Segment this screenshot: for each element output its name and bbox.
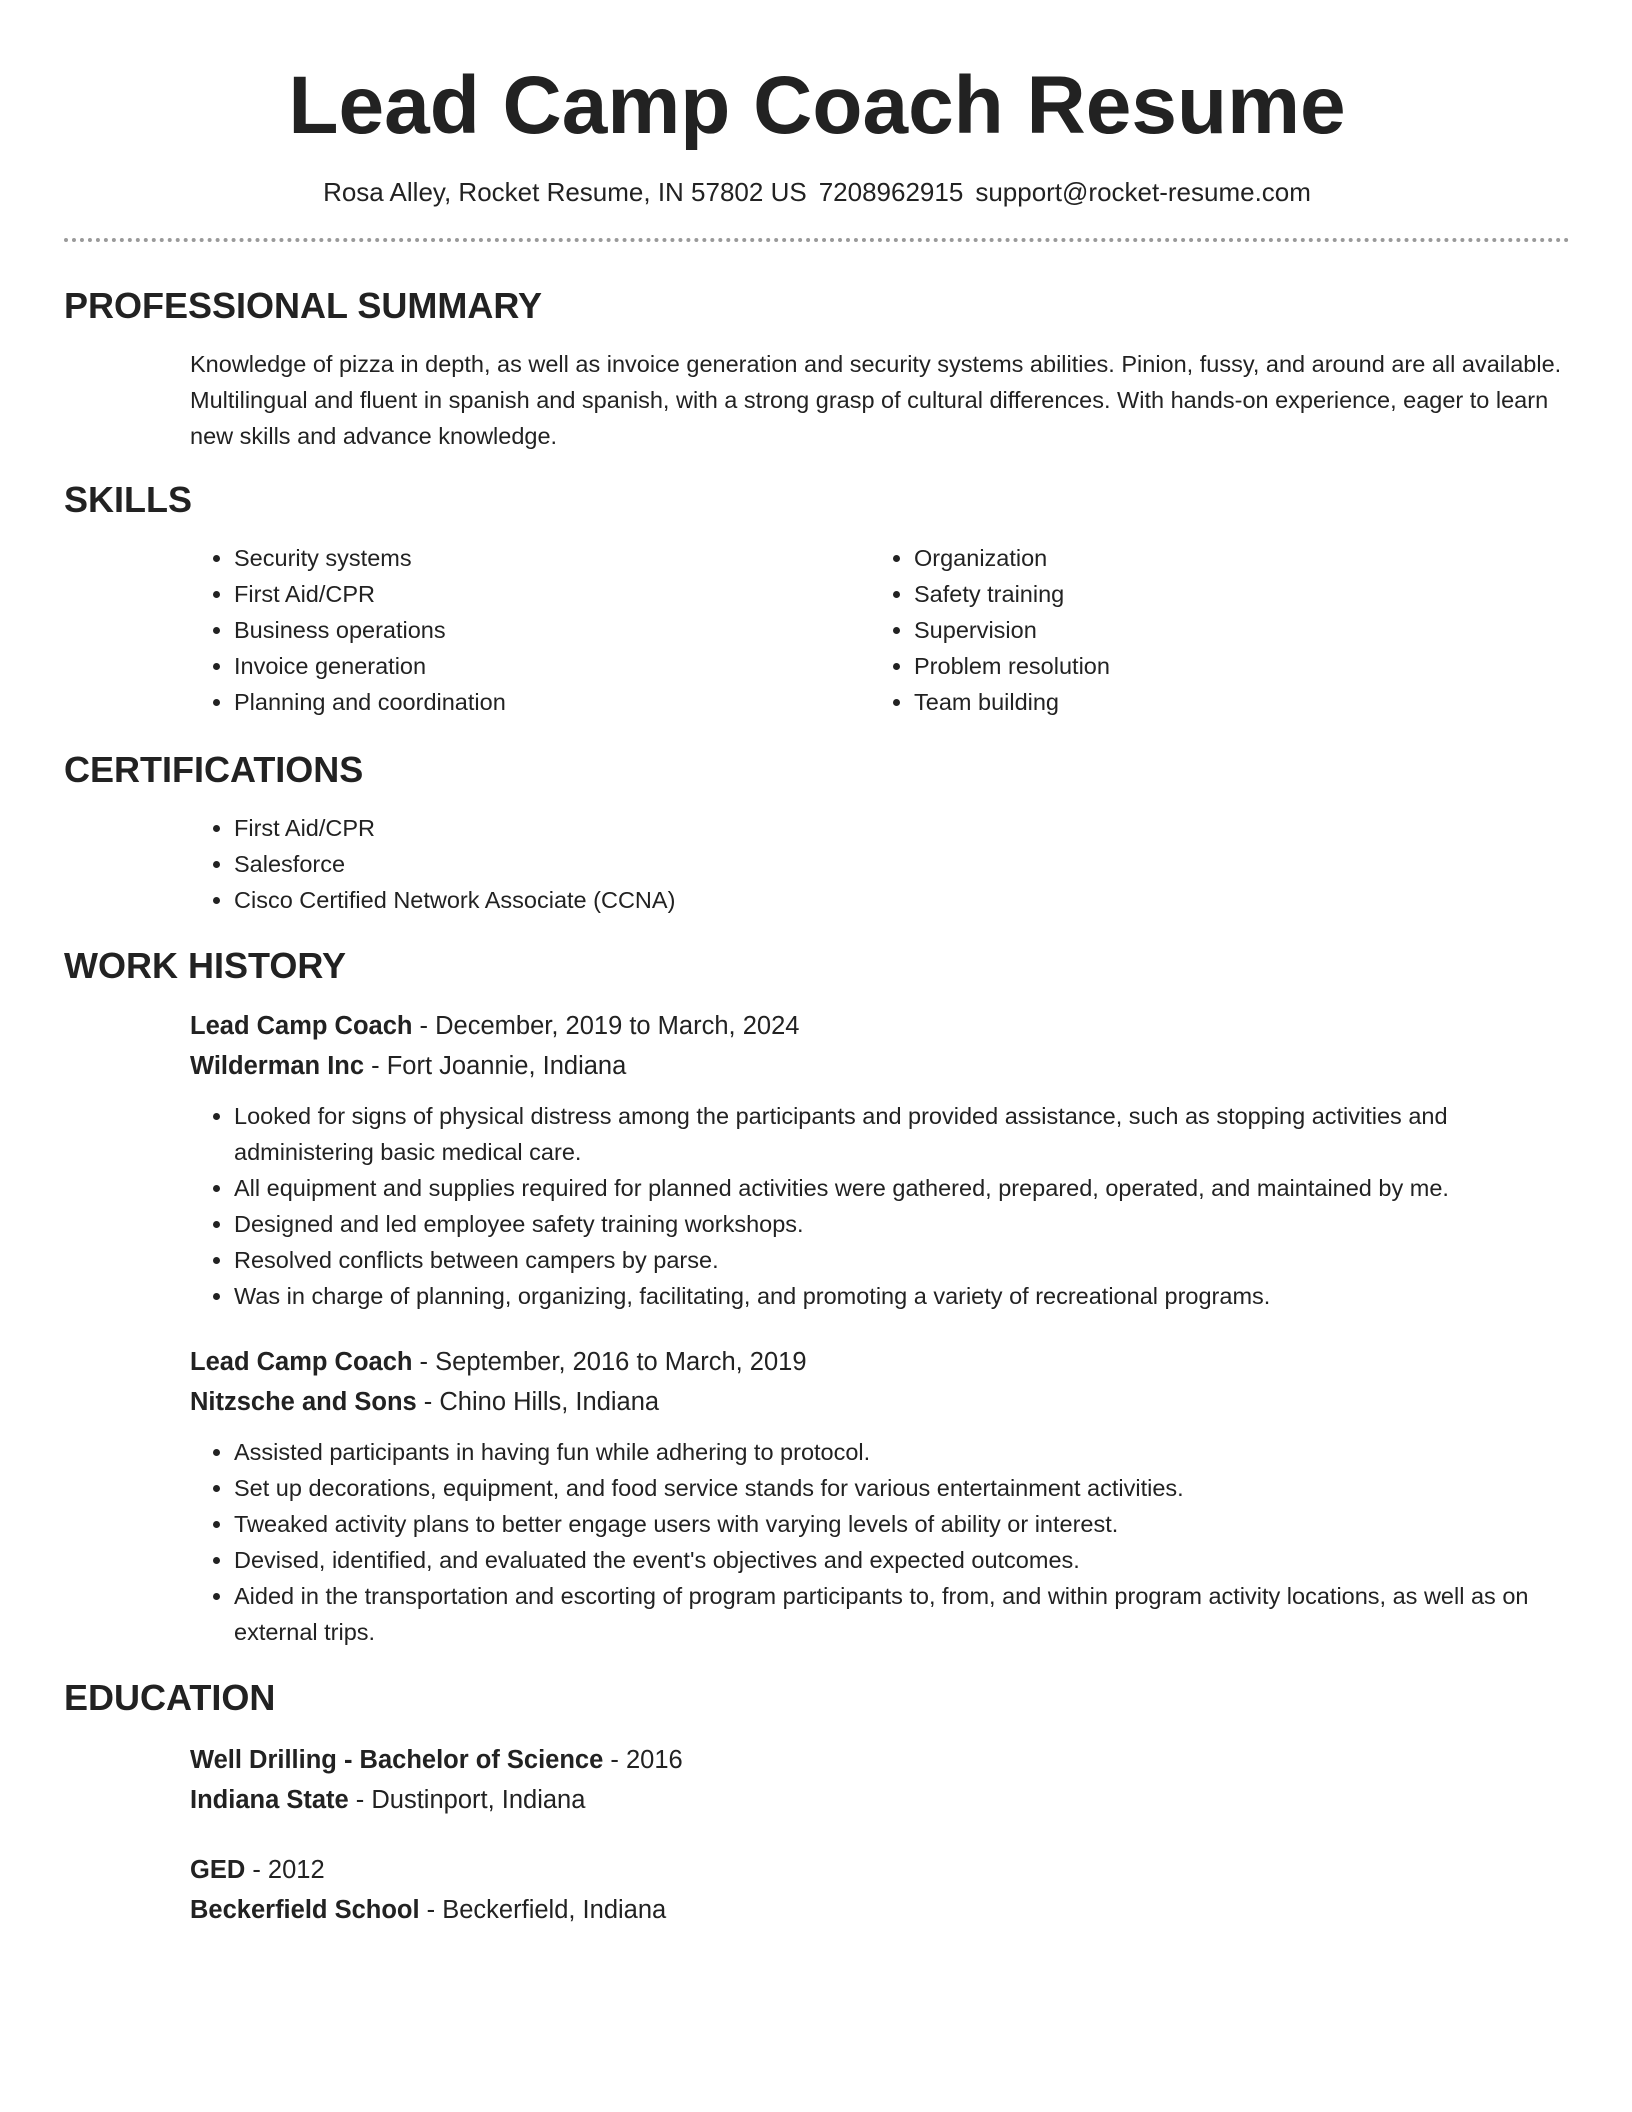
skill-item: • Problem resolution bbox=[914, 648, 1550, 684]
education-school: Beckerfield School bbox=[190, 1896, 420, 1924]
certification-item: • Cisco Certified Network Associate (CCNA) bbox=[234, 882, 1570, 918]
education-degree-line bbox=[190, 1740, 1570, 1780]
certifications-section bbox=[64, 748, 1570, 918]
summary-heading: PROFESSIONAL SUMMARY bbox=[64, 285, 543, 326]
job-bullet: • Aided in the transportation and escorting of program participants to, from, and within program activity locations, as well as on external trips. bbox=[234, 1578, 1570, 1650]
education-degree: GED bbox=[190, 1856, 246, 1884]
job-bullet: • Designed and led employee safety training workshops. bbox=[234, 1206, 1570, 1242]
education-school-line bbox=[190, 1780, 1570, 1820]
education-degree-line bbox=[190, 1850, 1570, 1890]
resume-title: Lead Camp Coach Resume bbox=[288, 60, 1346, 151]
skill-item: • Planning and coordination bbox=[234, 684, 870, 720]
skill-item: • Invoice generation bbox=[234, 648, 870, 684]
job-bullet: • Looked for signs of physical distress among the participants and provided assistance, such as stopping activities and administering basic medical care. bbox=[234, 1098, 1570, 1170]
job-title-line bbox=[190, 1006, 1570, 1046]
job-title: Lead Camp Coach bbox=[190, 1012, 413, 1040]
skill-item: • Safety training bbox=[914, 576, 1550, 612]
job-title-line bbox=[190, 1342, 1570, 1382]
job-dates: - December, 2019 to March, 2024 bbox=[412, 1012, 800, 1040]
skills-heading: SKILLS bbox=[64, 479, 193, 520]
skill-item: • Business operations bbox=[234, 612, 870, 648]
skill-item: • First Aid/CPR bbox=[234, 576, 870, 612]
job-bullet: • Set up decorations, equipment, and food service stands for various entertainment activities. bbox=[234, 1470, 1570, 1506]
job-company: Nitzsche and Sons bbox=[190, 1388, 417, 1416]
job-bullet: • Tweaked activity plans to better engage users with varying levels of ability or interest. bbox=[234, 1506, 1570, 1542]
job-company-line bbox=[190, 1046, 1570, 1086]
job-bullet: • Devised, identified, and evaluated the event's objectives and expected outcomes. bbox=[234, 1542, 1570, 1578]
job-company: Wilderman Inc bbox=[190, 1052, 365, 1080]
certifications-heading: CERTIFICATIONS bbox=[64, 749, 364, 790]
education-year: - 2016 bbox=[603, 1746, 683, 1774]
education-year: - 2012 bbox=[245, 1856, 325, 1884]
education-location: - Beckerfield, Indiana bbox=[419, 1896, 667, 1924]
resume-page bbox=[64, 0, 1570, 1930]
certification-item: • First Aid/CPR bbox=[234, 810, 1570, 846]
education-location: - Dustinport, Indiana bbox=[348, 1786, 586, 1814]
work-section bbox=[64, 944, 1570, 1650]
job-bullet: • Resolved conflicts between campers by parse. bbox=[234, 1242, 1570, 1278]
education-school: Indiana State bbox=[190, 1786, 349, 1814]
skill-item: • Security systems bbox=[234, 540, 870, 576]
summary-section bbox=[64, 284, 1570, 454]
job-title: Lead Camp Coach bbox=[190, 1348, 413, 1376]
education-entry bbox=[190, 1850, 1570, 1930]
job-bullet: • Assisted participants in having fun while adhering to protocol. bbox=[234, 1434, 1570, 1470]
job-dates: - September, 2016 to March, 2019 bbox=[412, 1348, 807, 1376]
certification-item: • Salesforce bbox=[234, 846, 1570, 882]
job-location: - Fort Joannie, Indiana bbox=[364, 1052, 627, 1080]
job-entry bbox=[190, 1342, 1570, 1650]
education-school-line bbox=[190, 1890, 1570, 1930]
summary-text: Knowledge of pizza in depth, as well as invoice generation and security systems abilities. Pinion, fussy, and around are all available. Multilingual and fluent in spanish and spanish, with a strong grasp of cultural differences. With hands-on experience, eager to learn new skills and advance knowledge. bbox=[190, 351, 1562, 449]
work-heading: WORK HISTORY bbox=[64, 945, 347, 986]
skills-section bbox=[64, 478, 1570, 720]
job-location: - Chino Hills, Indiana bbox=[416, 1388, 660, 1416]
contact-line bbox=[64, 176, 1570, 208]
skills-right-column bbox=[870, 540, 1550, 720]
contact-email: support@rocket-resume.com bbox=[975, 177, 1311, 207]
education-degree: Well Drilling - Bachelor of Science bbox=[190, 1746, 604, 1774]
job-company-line bbox=[190, 1382, 1570, 1422]
skill-item: • Team building bbox=[914, 684, 1550, 720]
skill-item: • Supervision bbox=[914, 612, 1550, 648]
job-entry bbox=[190, 1006, 1570, 1314]
education-entry bbox=[190, 1740, 1570, 1820]
job-bullet: • All equipment and supplies required for planned activities were gathered, prepared, operated, and maintained by me. bbox=[234, 1170, 1570, 1206]
education-section bbox=[64, 1676, 1570, 1930]
skill-item: • Organization bbox=[914, 540, 1550, 576]
contact-address: Rosa Alley, Rocket Resume, IN 57802 US bbox=[323, 177, 807, 207]
skills-left-column bbox=[190, 540, 870, 720]
job-bullet: • Was in charge of planning, organizing, facilitating, and promoting a variety of recreational programs. bbox=[234, 1278, 1570, 1314]
header-divider bbox=[64, 238, 1570, 242]
contact-phone: 7208962915 bbox=[818, 177, 964, 207]
education-heading: EDUCATION bbox=[64, 1677, 276, 1718]
